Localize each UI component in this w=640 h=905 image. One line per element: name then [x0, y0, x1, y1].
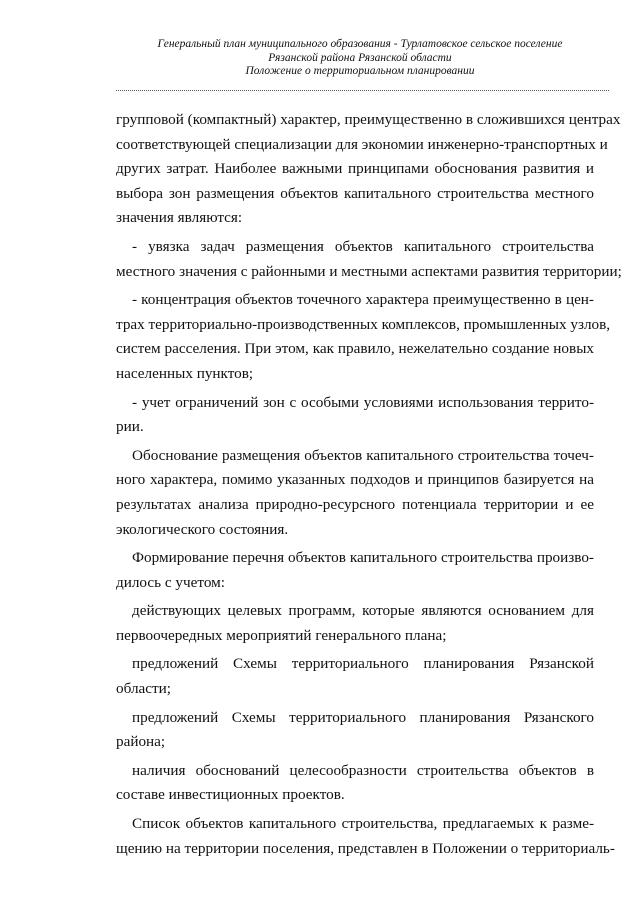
body-text [116, 108, 622, 861]
text-line: ного характера, помимо указанных подходов и принципов базируется на [116, 471, 594, 489]
page-header [100, 38, 620, 79]
text-line: щению на территории поселения, представлен в Положении о территориаль- [116, 839, 615, 857]
text-line: соответствующей специализации для экономии инженерно-транспортных и [116, 135, 608, 153]
text-line: систем расселения. При этом, как правило, нежелательно создание новых [116, 340, 594, 358]
text-line: Формирование перечня объектов капитального строительства произво- [132, 549, 594, 567]
text-line: предложений Схемы территориального планирования Рязанского [132, 708, 594, 726]
text-line: населенных пунктов; [116, 364, 254, 382]
text-line: действующих целевых программ, которые являются основанием для [132, 602, 594, 620]
text-line: района; [116, 733, 166, 751]
text-line: - концентрация объектов точечного характера преимущественно в цен- [132, 291, 594, 309]
header-line-3: Положение о территориальном планировании [245, 65, 475, 77]
text-line: Список объектов капитального строительства, предлагаемых к разме- [132, 815, 594, 833]
text-line: составе инвестиционных проектов. [116, 786, 345, 804]
text-line: дилось с учетом: [116, 573, 225, 591]
text-line: других затрат. Наиболее важными принципами обоснования развития и [116, 160, 594, 178]
text-line: рии. [116, 418, 144, 436]
text-line: Обоснование размещения объектов капитального строительства точеч- [132, 446, 594, 464]
text-line: экологического состояния. [116, 520, 289, 538]
text-line: - учет ограничений зон с особыми условиями использования террито- [132, 393, 594, 411]
text-line: области; [116, 680, 171, 698]
text-line: первоочередных мероприятий генерального плана; [116, 626, 447, 644]
text-line: выбора зон размещения объектов капитального строительства местного [116, 184, 594, 202]
text-line: групповой (компактный) характер, преимущественно в сложившихся центрах [116, 111, 621, 128]
text-line: - увязка задач размещения объектов капитального строительства [132, 237, 594, 255]
text-line: значения являются: [116, 209, 243, 227]
text-line: предложений Схемы территориального планирования Рязанской [132, 655, 594, 673]
text-line: наличия обоснований целесообразности строительства объектов в [132, 761, 594, 779]
text-line: результатах анализа природно-ресурсного потенциала территории и ее [116, 495, 594, 513]
header-line-1: Генеральный план муниципального образования - Турлатовское сельское поселение [157, 38, 563, 50]
header-divider [116, 90, 609, 91]
text-line: местного значения с районными и местными аспектами развития территории; [116, 262, 622, 280]
text-line: трах территориально-производственных комплексов, промышленных узлов, [116, 315, 611, 333]
header-line-2: Рязанской района Рязанской области [268, 51, 452, 64]
